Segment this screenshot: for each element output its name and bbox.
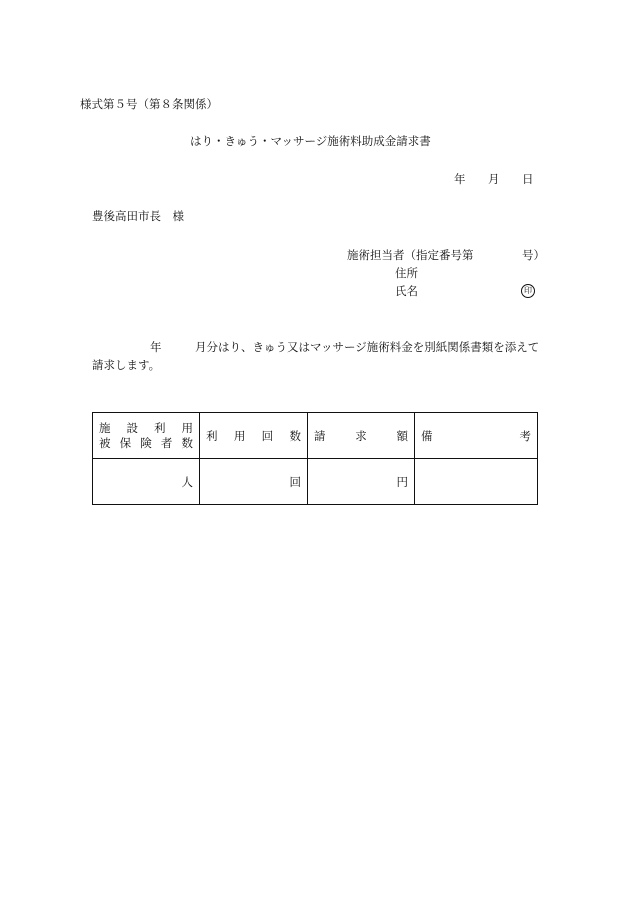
document-title: はり・きゅう・マッサージ施術料助成金請求書: [190, 134, 431, 148]
cell-claim-amount[interactable]: 円: [308, 459, 415, 505]
practitioner-label: 施術担当者（指定番号第: [347, 248, 474, 262]
header-claim-amount: 請 求 額: [308, 413, 415, 459]
name-label: 氏名: [395, 284, 418, 298]
addressee: 豊後高田市長 様: [92, 209, 184, 223]
header-remarks: 備 考: [415, 413, 538, 459]
header-usage-count: 利 用 回 数: [200, 413, 308, 459]
form-number: 様式第５号（第８条関係）: [80, 97, 218, 111]
header-insured-count-line2: 被 保 険 者 数: [99, 435, 193, 450]
cell-usage-count[interactable]: 回: [200, 459, 308, 505]
cell-remarks[interactable]: [415, 459, 538, 505]
seal-mark: 印: [521, 284, 535, 298]
header-insured-count-line1: 施 設 利 用: [99, 420, 193, 435]
table-value-row: [93, 459, 538, 505]
address-label: 住所: [395, 266, 418, 280]
table-header-row: [93, 413, 538, 459]
practitioner-number-suffix: 号）: [522, 248, 545, 262]
header-insured-count: [93, 413, 200, 459]
date-month-label: 月: [488, 172, 500, 186]
request-table: [92, 412, 538, 505]
body-line1: 月分はり、きゅう又はマッサージ施術料金を別紙関係書類を添えて: [195, 340, 540, 354]
body-line2: 請求します。: [92, 358, 161, 372]
date-day-label: 日: [522, 172, 534, 186]
date-year-label: 年: [454, 172, 466, 186]
cell-insured-count[interactable]: 人: [93, 459, 200, 505]
body-year-label: 年: [150, 340, 162, 354]
